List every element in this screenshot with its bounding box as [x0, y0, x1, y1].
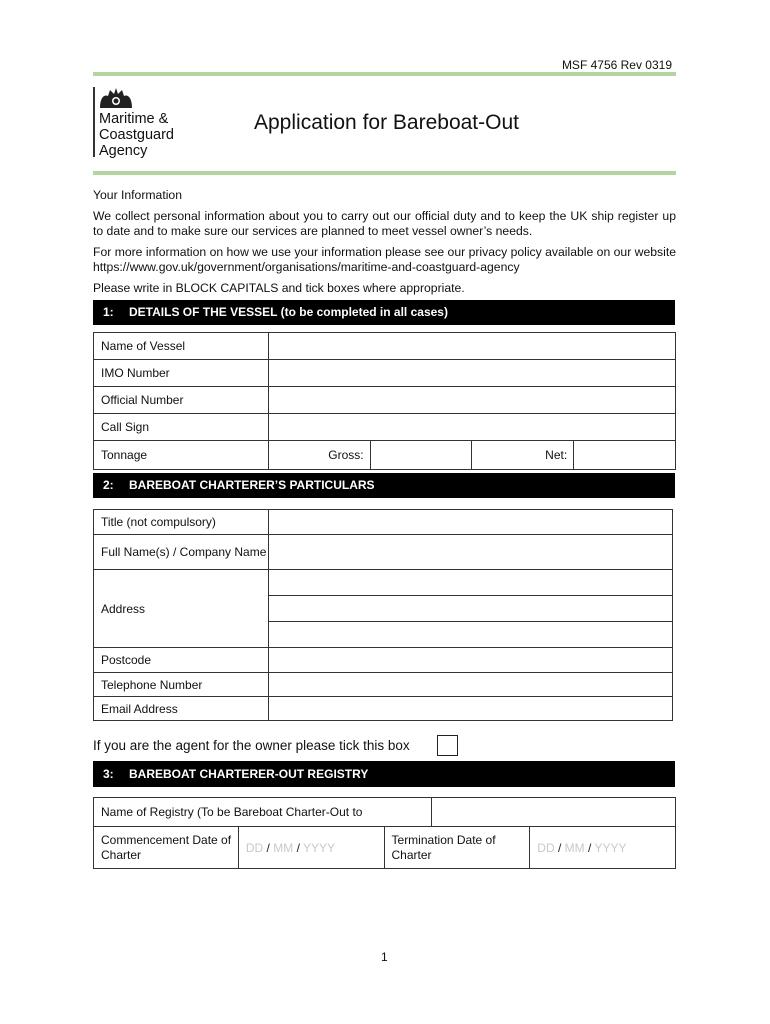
- agency-name-line-1: Maritime &: [99, 111, 169, 127]
- registry-name-label: Name of Registry (To be Bareboat Charter-Out to: [94, 798, 432, 827]
- gross-tonnage-field[interactable]: [370, 441, 472, 470]
- net-label: Net:: [472, 441, 574, 470]
- official-number-label: Official Number: [94, 387, 269, 414]
- commencement-date-placeholder: DD / MM / YYYY: [245, 840, 336, 855]
- agency-logo-text: [99, 111, 174, 159]
- your-information-heading: Your Information: [93, 188, 182, 202]
- logo-divider: [93, 87, 95, 157]
- imo-number-label: IMO Number: [94, 360, 269, 387]
- section-2-header: [93, 473, 675, 498]
- section-1-title: DETAILS OF THE VESSEL (to be completed in all cases): [129, 305, 448, 319]
- agent-checkbox-label: If you are the agent for the owner please tick this box: [93, 738, 410, 753]
- section-3-title: BAREBOAT CHARTERER-OUT REGISTRY: [129, 767, 369, 781]
- vessel-name-field[interactable]: [268, 333, 675, 360]
- royal-crest-icon: [98, 86, 134, 110]
- registry-name-field[interactable]: [432, 798, 676, 827]
- telephone-field[interactable]: [268, 673, 672, 697]
- intro-paragraph-1: We collect personal information about you to carry out our official duty and to keep the UK ship register up to date and to make sure our services are planned to meet vessel owner’s needs.: [93, 209, 676, 238]
- termination-date-field[interactable]: [530, 827, 676, 869]
- agency-name-line-3: Agency: [99, 143, 148, 159]
- full-name-label: Full Name(s) / Company Name: [94, 535, 269, 570]
- postcode-field[interactable]: [268, 648, 672, 673]
- net-tonnage-field[interactable]: [574, 441, 676, 470]
- address-label: Address: [94, 570, 269, 648]
- commencement-date-label: Commencement Date of Charter: [94, 827, 239, 869]
- intro-paragraph-2: For more information on how we use your information please see our privacy policy available on our website https://www.gov.uk/government/organisations/maritime-and-coastguard-agency: [93, 245, 676, 274]
- address-line-1-field[interactable]: [268, 570, 672, 596]
- block-capitals-instruction: Please write in BLOCK CAPITALS and tick boxes where appropriate.: [93, 281, 465, 295]
- address-line-3-field[interactable]: [268, 622, 672, 648]
- call-sign-label: Call Sign: [94, 414, 269, 441]
- termination-date-label: Termination Date of Charter: [384, 827, 530, 869]
- header-bottom-rule: [93, 171, 676, 175]
- page-number: 1: [381, 950, 388, 964]
- vessel-name-label: Name of Vessel: [94, 333, 269, 360]
- header-top-rule: [93, 72, 676, 76]
- title-label: Title (not compulsory): [94, 510, 269, 535]
- postcode-label: Postcode: [94, 648, 269, 673]
- email-label: Email Address: [94, 697, 269, 721]
- official-number-field[interactable]: [268, 387, 675, 414]
- section-1-header: [93, 300, 675, 325]
- section-3-number: 3:: [103, 767, 114, 781]
- agent-checkbox[interactable]: [437, 735, 458, 756]
- vessel-details-table: [93, 332, 676, 470]
- section-1-number: 1:: [103, 305, 114, 319]
- full-name-field[interactable]: [268, 535, 672, 570]
- charterer-particulars-table: [93, 509, 673, 721]
- section-2-title: BAREBOAT CHARTERER’S PARTICULARS: [129, 478, 375, 492]
- call-sign-field[interactable]: [268, 414, 675, 441]
- section-3-header: [93, 761, 675, 787]
- tonnage-label: Tonnage: [94, 441, 269, 470]
- termination-date-placeholder: DD / MM / YYYY: [537, 840, 627, 855]
- gross-label: Gross:: [268, 441, 370, 470]
- title-field[interactable]: [268, 510, 672, 535]
- agency-name-line-2: Coastguard: [99, 127, 174, 143]
- section-2-number: 2:: [103, 478, 114, 492]
- email-field[interactable]: [268, 697, 672, 721]
- telephone-label: Telephone Number: [94, 673, 269, 697]
- commencement-date-field[interactable]: [238, 827, 384, 869]
- page-title: Application for Bareboat-Out: [254, 111, 519, 134]
- registry-table: [93, 797, 676, 869]
- form-reference: MSF 4756 Rev 0319: [561, 58, 672, 72]
- address-line-2-field[interactable]: [268, 596, 672, 622]
- imo-number-field[interactable]: [268, 360, 675, 387]
